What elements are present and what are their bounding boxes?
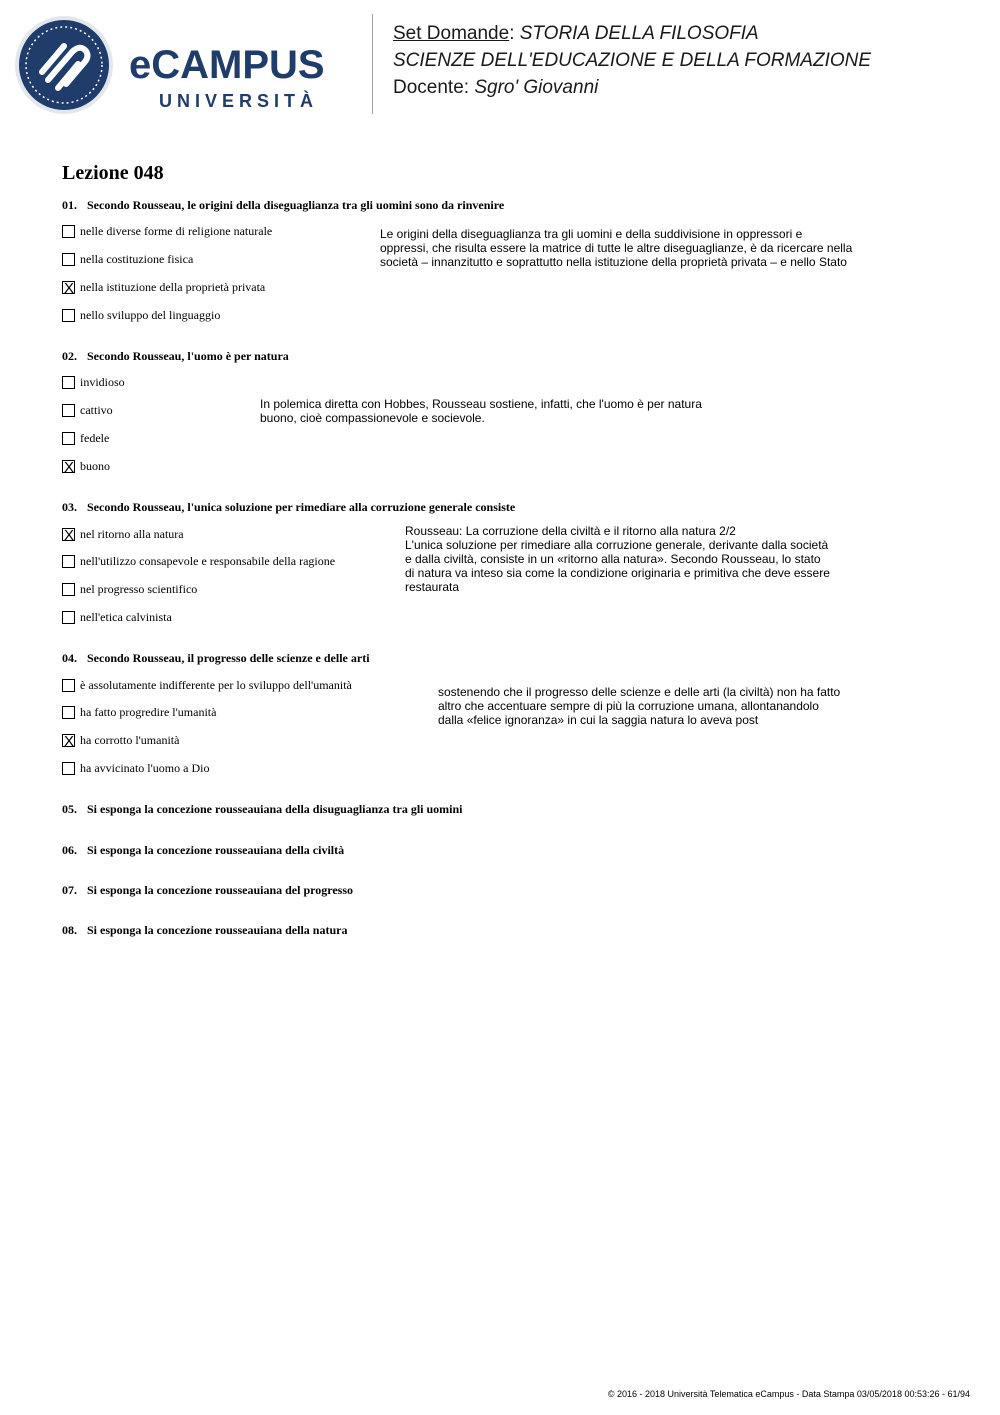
- svg-text:UNIVERSITÀ: UNIVERSITÀ: [159, 91, 319, 111]
- option-label: ha fatto progredire l'umanità: [80, 705, 217, 719]
- checkbox[interactable]: [62, 555, 75, 568]
- option-label: cattivo: [80, 403, 113, 417]
- svg-text:eCAMPUS: eCAMPUS: [129, 43, 325, 87]
- set-domande-label: Set Domande: [393, 23, 510, 44]
- checkbox[interactable]: [62, 309, 75, 322]
- question-04: 04. Secondo Rousseau, il progresso delle scienze e delle arti: [62, 651, 370, 665]
- checkbox[interactable]: [62, 253, 75, 266]
- checkbox[interactable]: [62, 706, 75, 719]
- header-line-docente: [393, 77, 598, 99]
- docente-label: Docente:: [393, 77, 470, 98]
- faculty-title: SCIENZE DELL'EDUCAZIONE E DELLA FORMAZIONE: [393, 50, 872, 71]
- header-line-course: Set Domande: STORIA DELLA FILOSOFIA: [393, 23, 759, 44]
- checkbox[interactable]: X: [64, 459, 75, 476]
- option-label: ha avvicinato l'uomo a Dio: [80, 761, 210, 775]
- checkbox[interactable]: [62, 404, 75, 417]
- option-label: buono: [80, 459, 110, 473]
- option-label: nel progresso scientifico: [80, 582, 198, 596]
- header-divider: [372, 14, 373, 114]
- checkbox[interactable]: [62, 376, 75, 389]
- option-label: nella istituzione della proprietà privata: [80, 280, 266, 294]
- option-label: nell'etica calvinista: [80, 610, 172, 624]
- checkbox[interactable]: [62, 762, 75, 775]
- question-03: 03. Secondo Rousseau, l'unica soluzione per rimediare alla corruzione generale consiste: [62, 500, 516, 514]
- lesson-title: Lezione 048: [62, 162, 164, 184]
- checkbox[interactable]: X: [64, 733, 75, 750]
- checkbox[interactable]: [62, 679, 75, 692]
- checkbox[interactable]: [62, 225, 75, 238]
- option-label: invidioso: [80, 375, 125, 389]
- option-label: fedele: [80, 431, 110, 445]
- option-label: nello sviluppo del linguaggio: [80, 308, 221, 322]
- checkbox[interactable]: [62, 583, 75, 596]
- page-footer: © 2016 - 2018 Università Telematica eCampus - Data Stampa 03/05/2018 00:53:26 - 61/94: [607, 1389, 970, 1399]
- option-label: nel ritorno alla natura: [80, 527, 184, 541]
- question-02: 02. Secondo Rousseau, l'uomo è per natura: [62, 349, 289, 363]
- question-05: 05. Si esponga la concezione rousseauiana della disuguaglianza tra gli uomini: [62, 802, 463, 816]
- option-label: nell'utilizzo consapevole e responsabile della ragione: [80, 554, 336, 568]
- checkbox[interactable]: [62, 432, 75, 445]
- checkbox[interactable]: [62, 611, 75, 624]
- question-07: 07. Si esponga la concezione rousseauiana del progresso: [62, 883, 354, 897]
- question-08: 08. Si esponga la concezione rousseauiana della natura: [62, 923, 348, 937]
- question-06: 06. Si esponga la concezione rousseauiana della civiltà: [62, 843, 345, 857]
- answer-explanation: Le origini della diseguaglianza tra gli uomini e della suddivisione in oppressori e oppressi, che risulta essere la matrice di tutte le altre diseguaglianze, è da ricercare nella società – innanzitutto e soprattutto nella istituzione della proprietà privata – e nello Stato: [380, 227, 853, 269]
- checkbox[interactable]: X: [64, 527, 75, 544]
- option-label: ha corrotto l'umanità: [80, 733, 180, 747]
- answer-explanation: In polemica diretta con Hobbes, Rousseau sostiene, infatti, che l'uomo è per natura buono, cioè compassionevole e socievole.: [260, 397, 702, 425]
- question-01: 01. Secondo Rousseau, le origini della diseguaglianza tra gli uomini sono da rinvenire: [62, 198, 505, 212]
- answer-explanation: sostenendo che il progresso delle scienze e delle arti (la civiltà) non ha fatto altro che accentuare sempre di più la corruzione umana, allontanandolo dalla «felice ignoranza» in cui la saggia natura lo aveva post: [438, 685, 841, 727]
- header-line-faculty: [393, 50, 871, 72]
- docente-name: Sgro' Giovanni: [474, 77, 599, 98]
- ecampus-logo: [14, 14, 359, 116]
- checkbox[interactable]: X: [64, 280, 75, 297]
- answer-explanation: Rousseau: La corruzione della civiltà e il ritorno alla natura 2/2 L'unica soluzione per rimediare alla corruzione generale, derivante dalla società e dalla civiltà, consiste in un «ritorno alla natura». Secondo Rousseau, lo stato di natura va inteso sia come la condizione originaria e primitiva che deve essere restaurata: [405, 524, 830, 594]
- option-label: è assolutamente indifferente per lo sviluppo dell'umanità: [80, 678, 352, 692]
- option-label: nella costituzione fisica: [80, 252, 194, 266]
- option-label: nelle diverse forme di religione naturale: [80, 224, 273, 238]
- course-title: STORIA DELLA FILOSOFIA: [519, 23, 759, 44]
